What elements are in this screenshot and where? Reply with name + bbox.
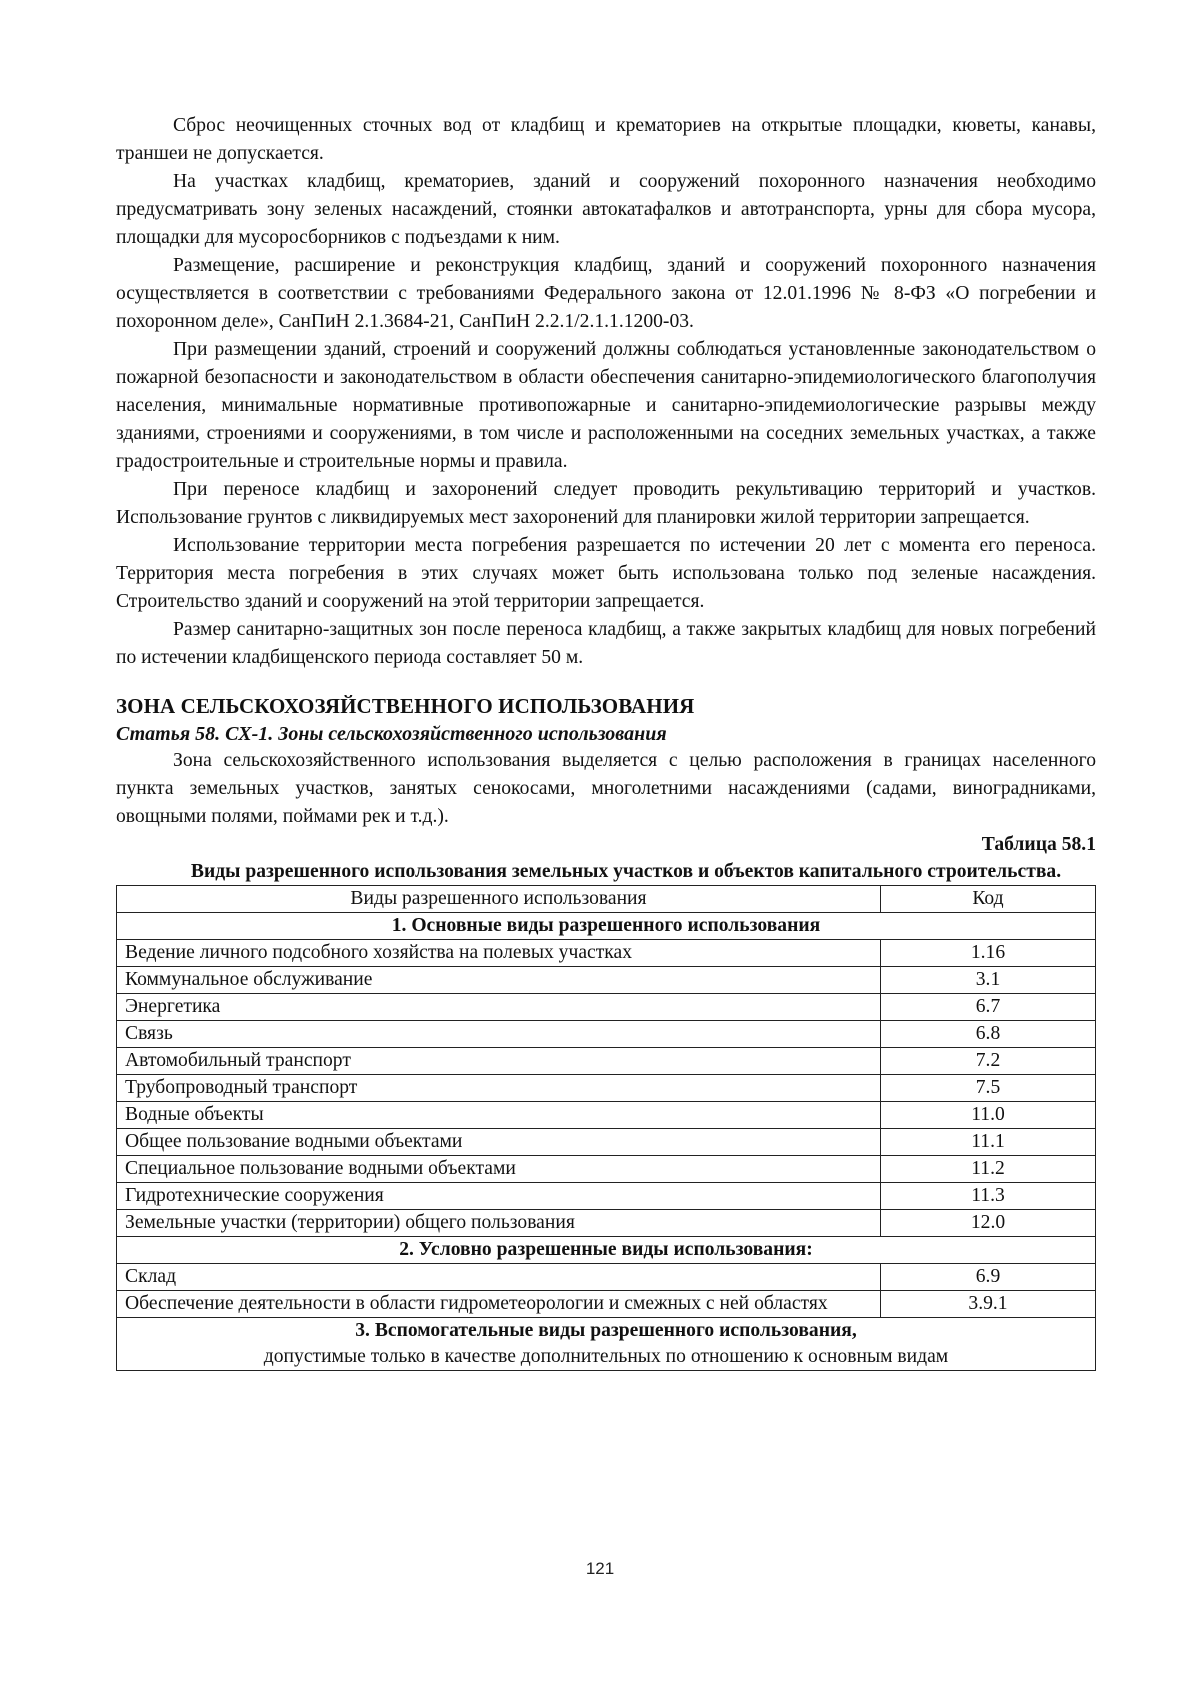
code-cell: 1.16 (881, 940, 1096, 967)
section-3 (117, 1318, 1096, 1371)
table-row (117, 940, 1096, 967)
paragraph-2: На участках кладбищ, крематориев, зданий и сооружений похоронного назначения необходимо предусматривать зону зеленых насаждений, стоянки автокатафалков и автотранспорта, урны для сбора мусора, площадки для мусоросборников с подъездами к ним. (116, 171, 1096, 248)
paragraph-7: Размер санитарно-защитных зон после переноса кладбищ, а также закрытых кладбищ для новых погребений по истечении кладбищенского периода составляет 50 м. (116, 619, 1096, 668)
document-page (116, 112, 1096, 1371)
section-row (117, 913, 1096, 940)
table-row (117, 1102, 1096, 1129)
use-cell: Земельные участки (территории) общего пользования (117, 1210, 881, 1237)
table-row (117, 1021, 1096, 1048)
paragraph-5: При переносе кладбищ и захоронений следует проводить рекультивацию территорий и участков. Использование грунтов с ликвидируемых мест захоронений для планировки жилой территории запрещается. (116, 479, 1096, 528)
table-row (117, 1156, 1096, 1183)
table-row (117, 1075, 1096, 1102)
section-3-note: допустимые только в качестве дополнительных по отношению к основным видам (263, 1346, 949, 1367)
section-row (117, 1237, 1096, 1264)
use-cell: Склад (117, 1264, 881, 1291)
use-cell: Общее пользование водными объектами (117, 1129, 881, 1156)
use-cell: Связь (117, 1021, 881, 1048)
table-row (117, 994, 1096, 1021)
code-cell: 3.9.1 (881, 1291, 1096, 1318)
section-1-title: 1. Основные виды разрешенного использования (117, 913, 1096, 940)
table-row (117, 1264, 1096, 1291)
paragraph-4: При размещении зданий, строений и сооружений должны соблюдаться установленные законодательством о пожарной безопасности и законодательством в области обеспечения санитарно-эпидемиологического благополучия населения, минимальные нормативные противопожарные и санитарно-эпидемиологические разрывы между зданиями, строениями и сооружениями, в том числе и расположенными на соседних земельных участках, а также градостроительные и строительные нормы и правила. (116, 339, 1096, 472)
use-cell: Энергетика (117, 994, 881, 1021)
use-cell: Коммунальное обслуживание (117, 967, 881, 994)
table-caption: Виды разрешенного использования земельных участков и объектов капитального строительства. (190, 861, 1062, 882)
code-cell: 6.9 (881, 1264, 1096, 1291)
table-number: Таблица 58.1 (981, 834, 1096, 855)
table-row (117, 1210, 1096, 1237)
header-use: Виды разрешенного использования (117, 886, 881, 913)
code-cell: 11.1 (881, 1129, 1096, 1156)
header-code: Код (881, 886, 1096, 913)
use-cell: Водные объекты (117, 1102, 881, 1129)
use-cell: Трубопроводный транспорт (117, 1075, 881, 1102)
section-2-title: 2. Условно разрешенные виды использования: (117, 1237, 1096, 1264)
table-row (117, 1129, 1096, 1156)
use-cell: Гидротехнические сооружения (117, 1183, 881, 1210)
table-row (117, 1048, 1096, 1075)
section-row (117, 1318, 1096, 1371)
paragraph-6: Использование территории места погребения разрешается по истечении 20 лет с момента его переноса. Территория места погребения в этих случаях может быть использована только под зеленые насаждения. Строительство зданий и сооружений на этой территории запрещается. (116, 535, 1096, 612)
article-title: Статья 58. СХ-1. Зоны сельскохозяйственного использования (116, 723, 667, 745)
code-cell: 6.8 (881, 1021, 1096, 1048)
use-cell: Ведение личного подсобного хозяйства на полевых участках (117, 940, 881, 967)
zone-heading: ЗОНА СЕЛЬСКОХОЗЯЙСТВЕННОГО ИСПОЛЬЗОВАНИЯ (116, 694, 695, 718)
table-row (117, 967, 1096, 994)
use-cell: Обеспечение деятельности в области гидрометеорологии и смежных с ней областях (117, 1291, 881, 1318)
paragraph-3: Размещение, расширение и реконструкция кладбищ, зданий и сооружений похоронного назначения осуществляется в соответствии с требованиями Федерального закона от 12.01.1996 № 8-ФЗ «О погребении и похоронном деле», СанПиН 2.1.3684-21, СанПиН 2.2.1/2.1.1.1200-03. (116, 255, 1096, 332)
permitted-use-table (116, 885, 1096, 1371)
zone-paragraph: Зона сельскохозяйственного использования выделяется с целью расположения в границах населенного пункта земельных участков, занятых сенокосами, многолетними насаждениями (садами, виноградниками, овощными полями, поймами рек и т.д.). (116, 750, 1096, 827)
use-cell: Специальное пользование водными объектами (117, 1156, 881, 1183)
section-3-title: 3. Вспомогательные виды разрешенного использования, (355, 1320, 857, 1341)
table-row (117, 1291, 1096, 1318)
code-cell: 6.7 (881, 994, 1096, 1021)
code-cell: 12.0 (881, 1210, 1096, 1237)
code-cell: 11.3 (881, 1183, 1096, 1210)
table-row (117, 1183, 1096, 1210)
code-cell: 7.5 (881, 1075, 1096, 1102)
use-cell: Автомобильный транспорт (117, 1048, 881, 1075)
paragraph-1: Сброс неочищенных сточных вод от кладбищ и крематориев на открытые площадки, кюветы, канавы, траншеи не допускается. (116, 115, 1096, 164)
code-cell: 11.0 (881, 1102, 1096, 1129)
code-cell: 3.1 (881, 967, 1096, 994)
code-cell: 11.2 (881, 1156, 1096, 1183)
page-number: 121 (585, 1559, 615, 1578)
code-cell: 7.2 (881, 1048, 1096, 1075)
table-header-row (117, 886, 1096, 913)
